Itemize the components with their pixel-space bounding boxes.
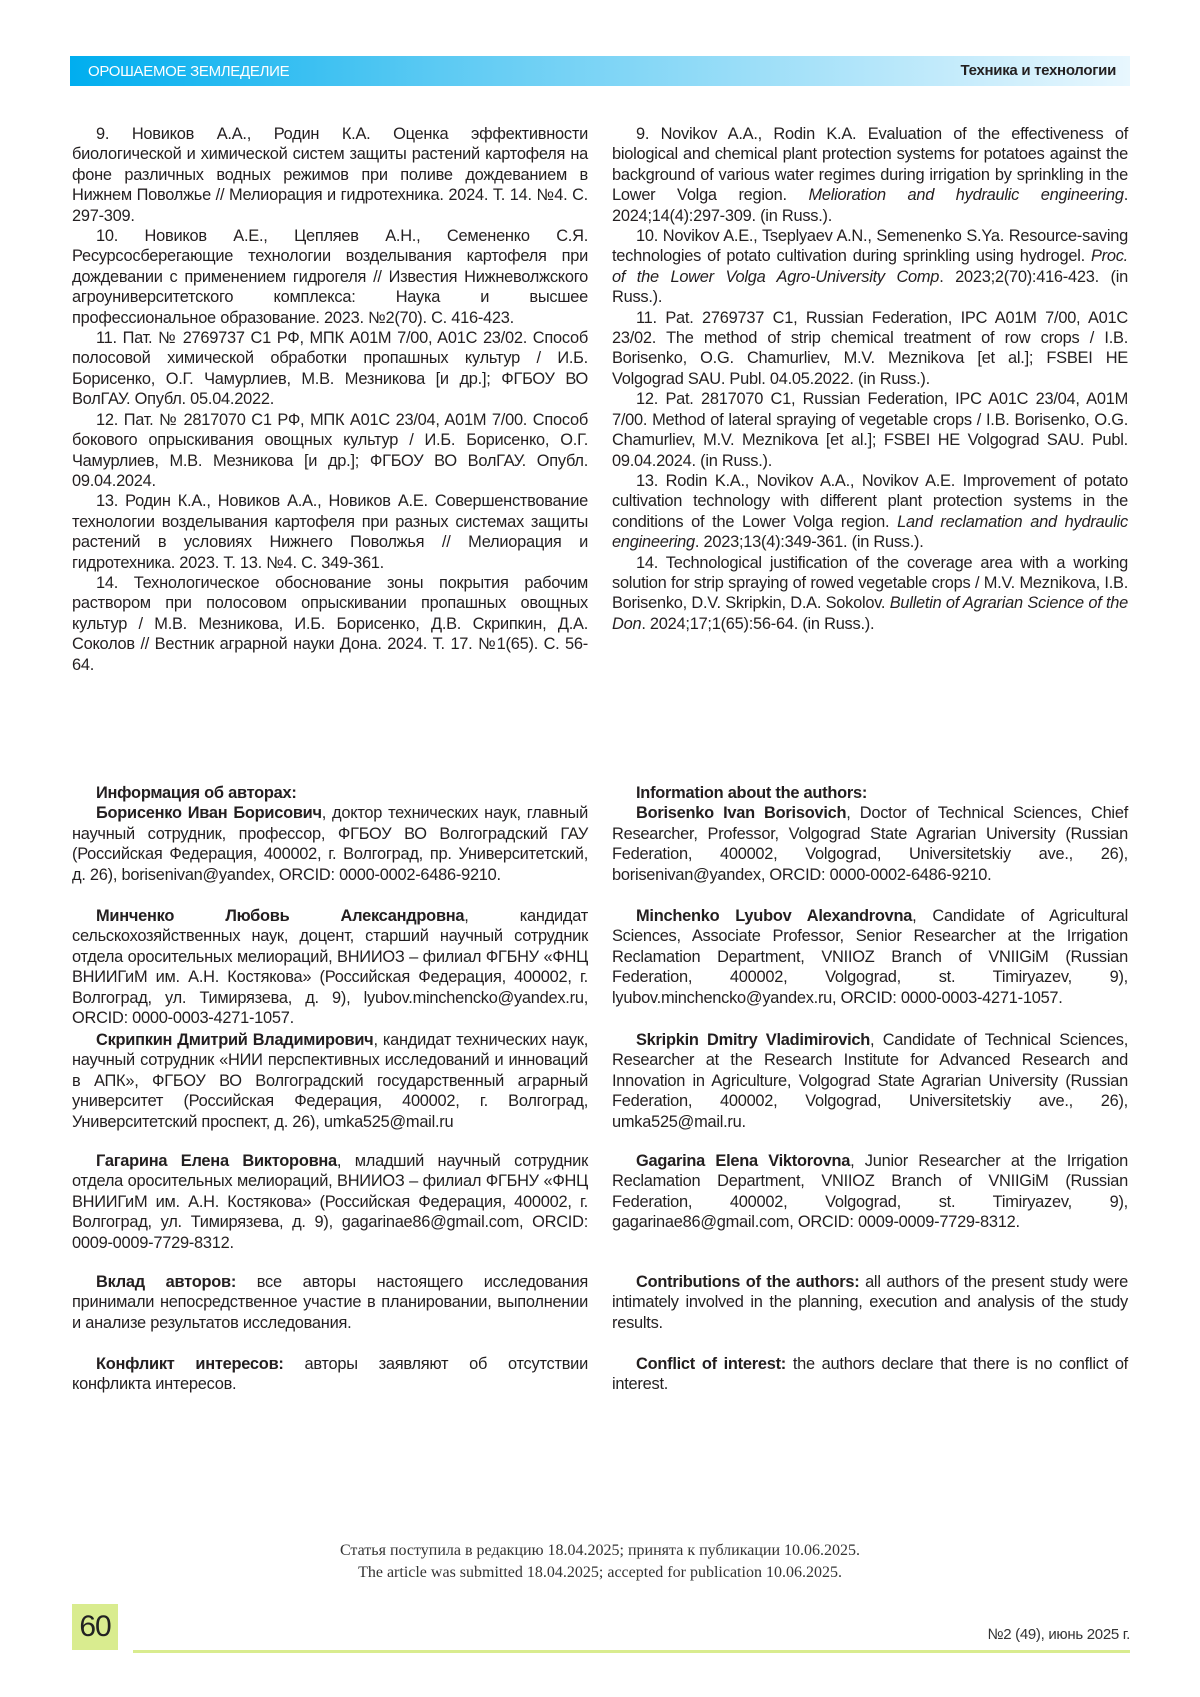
authors-info-en [612,783,1128,885]
section-heading [72,783,588,803]
author-item [72,803,588,885]
reference-item [612,553,1128,635]
received-date-en: The article was submitted 18.04.2025; accepted for publication 10.06.2025. [358,1564,842,1581]
author-details: , Candidate of Technical Sciences, Researcher at the Research Institute for Advanced Research and Innovation in Agriculture, Volgograd State Agrarian University (Russian Federation, 400002, Volgograd, Universitetskiy ave., 26), umka525@mail.ru. [612,1031,1129,1131]
heading-text: Information about the authors: [636,784,868,802]
reference-item [612,471,1128,553]
author-name: Skripkin Dmitry Vladimirovich [636,1031,871,1049]
author-block-ru [72,1151,588,1253]
author-block-ru [72,1030,588,1132]
heading-text: Информация об авторах: [96,784,297,802]
author-details: , Junior Researcher at the Irrigation Reclamation Department, VNIIOZ Branch of VNIIGiM (Russian Federation, 400002, Volgograd, st. Timiryazev, 9), gagarinae86@gmail.com, ORCID: 0009-0009-7729-8312. [612,1152,1128,1232]
issue-info: №2 (49), июнь 2025 г. [987,1626,1130,1643]
reference-text: 11. Pat. 2769737 C1, Russian Federation, IPC A01M 7/00, A01C 23/02. The method of strip chemical treatment of row crops / I.B. Borisenko, O.G. Chamurliev, M.V. Meznikova [et al.]; FSBEI HE Volgograd SAU. Publ. 04.05.2022. (in Russ.). [612,308,1128,388]
reference-text: 14. Technological justification of the coverage area with a working solution for strip spraying of rowed vegetable crops / M.V. Meznikova, I.B. Borisenko, D.V. Skripkin, D.A. Sokolov. [612,553,1128,613]
reference-journal: Proc. of the Lower Volga Agro-University Comp [612,247,1128,286]
reference-text: 12. Pat. 2817070 C1, Russian Federation, IPC A01C 23/04, A01M 7/00. Method of lateral spraying of vegetable crops / I.B. Borisenko, O.G. Chamurliev, M.V. Meznikova [et al.]; FSBEI HE Volgograd SAU. Publ. 09.04.2024. (in Russ.). [612,390,1128,470]
author-name: Gagarina Elena Viktorovna [636,1152,851,1170]
author-item [72,1030,588,1132]
conflict-label: Конфликт интересов: [96,1355,284,1373]
contributions-label: Вклад авторов: [96,1273,237,1291]
conflict-text [612,1354,1128,1395]
author-details: , младший научный сотрудник отдела оросительных мелиораций, ВНИИОЗ – филиал ФГБНУ «ФНЦ ВНИИГиМ им. А.Н. Костякова» (Российская Федерация, 400002, г. Волгоград, ул. Тимирязева, д. 9), gagarinae86@gmail.com, ORCID: 0009-0009-7729-8312. [72,1152,588,1252]
author-name: Borisenko Ivan Borisovich [636,804,847,823]
author-item [612,1030,1128,1132]
conflict-body: the authors declare that there is no conflict of interest. [612,1355,1128,1394]
author-name: Гагарина Елена Викторовна [96,1152,337,1170]
author-name: Борисенко Иван Борисович [96,804,322,823]
running-header [70,56,1130,86]
reference-item [612,226,1128,308]
author-name: Скрипкин Дмитрий Владимирович [96,1031,374,1049]
conflict-body: авторы заявляют об отсутствии конфликта интересов. [72,1355,588,1394]
section-title: Техника и технологии [960,62,1116,79]
author-details: , доктор технических наук, главный научный сотрудник, профессор, ФГБОУ ВО Волгоградский ГАУ (Российская Федерация, 400002, г. Волгоград, пр. Университетский, д. 26), borisenivan@yandex, ORCID: 0000-0002-6486-9210. [72,804,588,884]
reference-item: 10. Новиков А.Е., Цепляев А.Н., Семененко С.Я. Ресурсосберегающие технологии возделывания картофеля при дождевании с применением гидрогеля // Известия Нижневолжского агроуниверситетского комплекса: Наука и высшее профессиональное образование. 2023. №2(70). С. 416-423. [72,227,588,327]
author-details: , кандидат технических наук, научный сотрудник «НИИ перспективных исследований и инноваций в АПК», ФГБОУ ВО Волгоградский государственный аграрный университет (Российская Федерация, 400002, г. Волгоград, Университетский проспект, д. 26), umka525@mail.ru [72,1031,588,1131]
reference-item: 14. Технологическое обоснование зоны покрытия рабочим раствором при полосовом опрыскивании пропашных овощных культур / М.В. Мезникова, И.Б. Борисенко, Д.В. Скрипкин, Д.А. Соколов // Вестник аграрной науки Дона. 2024. Т. 17. №1(65). С. 56-64. [72,573,588,674]
reference-text: . 2023;2(70):416-423. (in Russ.). [612,267,1128,307]
contributions-text [612,1272,1128,1333]
reference-item [612,389,1128,471]
author-item [612,1151,1128,1233]
author-block-en [612,1030,1128,1132]
author-block-en [612,1151,1128,1233]
author-name: Minchenko Lyubov Alexandrovna [636,907,913,925]
author-item [72,1151,588,1253]
conflict-text [72,1354,588,1395]
reference-journal: Melioration and hydraulic engineering [808,186,1124,205]
reference-text: . 2023;13(4):349-361. (in Russ.). [694,533,924,552]
references-ru [72,124,588,675]
conflict-en [612,1354,1128,1395]
footer-divider [133,1650,1130,1653]
author-item [612,906,1128,1008]
author-item [612,803,1128,885]
reference-text: 13. Rodin K.A., Novikov A.A., Novikov A.E. Improvement of potato cultivation technology with different plant protection systems in the conditions of the Lower Volga region. [612,471,1128,531]
author-name: Минченко Любовь Александровна [96,907,465,925]
reference-item: 12. Пат. № 2817070 С1 РФ, МПК A01C 23/04, A01M 7/00. Способ бокового опрыскивания овощных культур / И.Б. Борисенко, О.Г. Чамурлиев, М.В. Мезникова [и др.]; ФГБОУ ВО ВолГАУ. Опубл. 09.04.2024. [72,410,588,490]
conflict-label: Conflict of interest: [636,1355,787,1373]
reference-item [612,308,1128,390]
reference-item: 13. Родин К.А., Новиков А.А., Новиков А.Е. Совершенствование технологии возделывания картофеля при разных системах защиты растений в условиях Нижнего Поволжья // Мелиорация и гидротехника. 2023. Т. 13. №4. С. 349-361. [72,492,588,572]
page-number: 60 [72,1604,118,1650]
contributions-text [72,1272,588,1333]
reference-item [612,124,1128,226]
author-details: , кандидат сельскохозяйственных наук, доцент, старший научный сотрудник отдела оросительных мелиораций, ВНИИОЗ – филиал ФГБНУ «ФНЦ ВНИИГиМ им. А.Н. Костякова» (Российская Федерация, 400002, г. Волгоград, ул. Тимирязева, д. 9), lyubov.minchencko@yandex.ru, ORCID: 0000-0003-4271-1057. [72,907,589,1028]
reference-journal: Land reclamation and hydraulic engineering [612,512,1128,552]
author-details: , Doctor of Technical Sciences, Chief Researcher, Professor, Volgograd State Agrarian University (Russian Federation, 400002, Volgograd, Universitetskiy ave., 26), borisenivan@yandex, ORCID: 0000-0002-6486-9210. [612,804,1128,884]
authors-info-ru [72,783,588,885]
section-heading [612,783,1128,803]
author-item [72,906,588,1028]
journal-title: ОРОШАЕМОЕ ЗЕМЛЕДЕЛИЕ [88,63,290,80]
references-en [612,124,1128,634]
contributions-body: all authors of the present study were intimately involved in the planning, execution and analysis of the study results. [612,1273,1128,1332]
contributions-body: все авторы настоящего исследования принимали непосредственное участие в планировании, выполнении и анализе результатов исследования. [72,1273,588,1332]
reference-item: 9. Новиков А.А., Родин К.А. Оценка эффективности биологической и химической систем защиты растений картофеля на фоне различных водных режимов при поливе дождеванием в Нижнем Поволжье // Мелиорация и гидротехника. 2024. Т. 14. №4. С. 297-309. [72,125,588,225]
contributions-en [612,1272,1128,1333]
received-date-ru: Статья поступила в редакцию 18.04.2025; принята к публикации 10.06.2025. [339,1542,861,1559]
conflict-ru [72,1354,588,1395]
reference-item: 11. Пат. № 2769737 С1 РФ, МПК A01M 7/00, A01C 23/02. Способ полосовой химической обработки пропашных культур / И.Б. Борисенко, О.Г. Чамурлиев, М.В. Мезникова [и др.]; ФГБОУ ВО ВолГАУ. Опубл. 05.04.2022. [72,329,588,409]
reference-text: 10. Novikov A.E., Tseplyaev A.N., Semenenko S.Ya. Resource-saving technologies of potato cultivation during sprinkling using hydrogel. [612,227,1128,266]
author-block-ru [72,906,588,1028]
author-details: , Candidate of Agricultural Sciences, Associate Professor, Senior Researcher at the Irrigation Reclamation Department, VNIIOZ Branch of VNIIGiM (Russian Federation, 400002, Volgograd, st. Timiryazev, 9), lyubov.minchencko@yandex.ru, ORCID: 0000-0003-4271-1057. [612,907,1128,1007]
reference-text: . 2024;14(4):297-309. (in Russ.). [612,186,1128,225]
reference-text: . 2024;17;1(65):56-64. (in Russ.). [641,614,875,633]
reference-text: 9. Novikov A.A., Rodin K.A. Evaluation of the effectiveness of biological and chemical plant protection systems for potatoes against the background of various water regimes during irrigation by sprinkling in the Lower Volga region. [612,125,1128,205]
author-block-en [612,906,1128,1008]
reference-journal: Bulletin of Agrarian Science of the Don [612,594,1128,633]
contributions-label: Contributions of the authors: [636,1273,860,1291]
contributions-ru [72,1272,588,1333]
